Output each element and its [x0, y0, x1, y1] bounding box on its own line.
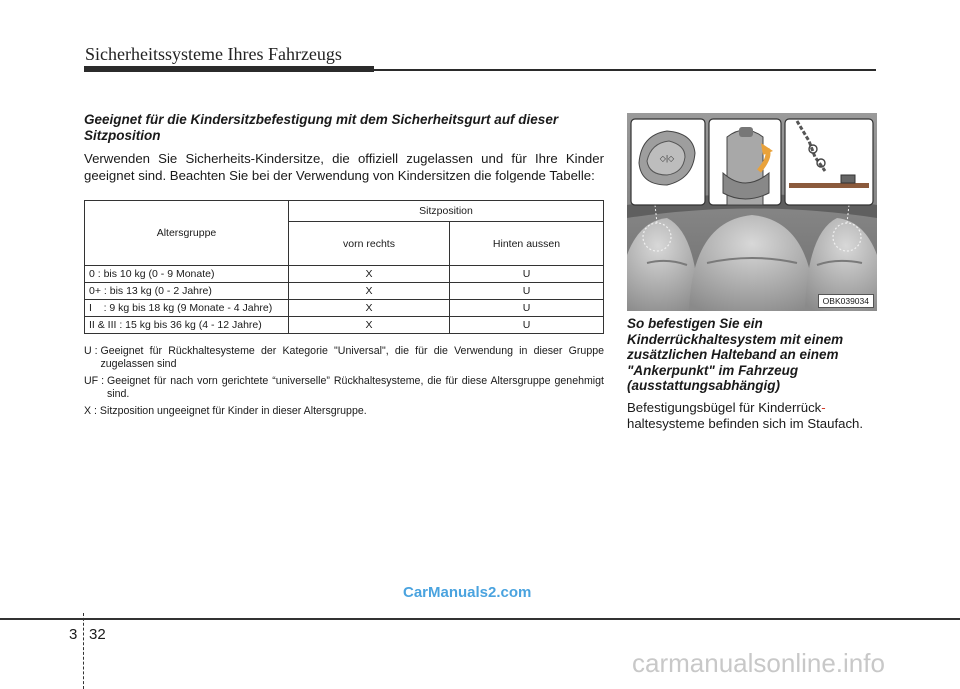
front-cell: X — [289, 300, 450, 317]
site-watermark: carmanualsonline.info — [632, 648, 885, 678]
age-group-header: Altersgruppe — [85, 201, 289, 266]
seat-suitability-table — [84, 200, 604, 334]
age-group-cell: I : 9 kg bis 18 kg (9 Monate - 4 Jahre) — [85, 300, 289, 317]
age-group-cell: 0+ : bis 13 kg (0 - 2 Jahre) — [85, 283, 289, 300]
seat-position-header: Sitzposition — [289, 201, 604, 222]
header-rule — [84, 66, 876, 72]
anchor-figure-drawing — [627, 113, 877, 311]
header-rule-thick — [84, 66, 374, 72]
legend-item — [84, 405, 604, 418]
section-heading: Geeignet für die Kindersitzbefestigung mit dem Sicherheitsgurt auf dieser Sitzposition — [84, 112, 559, 143]
legend-key: X : — [84, 405, 100, 417]
page-number: 32 — [89, 626, 106, 643]
anchor-paragraph — [627, 400, 876, 432]
rear-cell: U — [450, 283, 604, 300]
intro-paragraph: Verwenden Sie Sicherheits-Kindersitze, die offiziell zugelassen und für Ihre Kinder geeignet sind. Beachten Sie bei der Verwendung von Kindersitzen die folgende Tabelle: — [84, 151, 604, 183]
table-legend — [84, 345, 604, 422]
footer-rule — [0, 618, 960, 620]
left-column — [84, 112, 604, 184]
hyphenation-mark: - — [821, 399, 826, 415]
front-cell: X — [289, 317, 450, 334]
anchor-text-part1: Befestigungsbügel für Kinderrück — [627, 399, 822, 415]
anchor-heading: So befestigen Sie ein Kinderrückhaltesystem mit einem zusätzlichen Halteband an einem "Ankerpunkt" im Fahrzeug (ausstattungsabhängig) — [627, 316, 844, 393]
legend-text: Geeignet für Rückhaltesysteme der Kategorie "Universal", die für die Verwendung in dieser Gruppe zugelassen sind — [100, 345, 604, 370]
tether-anchor-illustration — [627, 113, 877, 311]
age-group-cell: 0 : bis 10 kg (0 - 9 Monate) — [85, 266, 289, 283]
front-cell: X — [289, 266, 450, 283]
column-front-right: vorn rechts — [289, 222, 450, 266]
legend-key: U : — [84, 345, 101, 357]
table-row — [85, 266, 604, 283]
header-rule-thin — [374, 69, 876, 71]
chapter-number: 3 — [69, 626, 78, 643]
watermark-link[interactable]: CarManuals2.com — [403, 584, 532, 601]
legend-item — [84, 345, 604, 371]
front-cell: X — [289, 283, 450, 300]
svg-text:◇|◇: ◇|◇ — [659, 154, 675, 163]
right-column — [627, 316, 876, 432]
rear-cell: U — [450, 266, 604, 283]
legend-text: Geeignet für nach vorn gerichtete “universelle” Rückhaltesysteme, die für diese Altersgruppe genehmigt sind. — [106, 375, 604, 400]
age-group-cell: II & III : 15 kg bis 36 kg (4 - 12 Jahre) — [85, 317, 289, 334]
figure-code-label: OBK039034 — [818, 294, 874, 308]
running-header: Sicherheitssysteme Ihres Fahrzeugs — [85, 44, 342, 64]
footer-divider — [83, 613, 84, 689]
table-row — [85, 317, 604, 334]
rear-cell: U — [450, 300, 604, 317]
table-row — [85, 283, 604, 300]
legend-text: Sitzposition ungeeignet für Kinder in dieser Altersgruppe. — [99, 405, 367, 417]
rear-cell: U — [450, 317, 604, 334]
table-row — [85, 300, 604, 317]
anchor-text-part2: haltesysteme befinden sich im Staufach. — [627, 415, 864, 431]
legend-item — [84, 375, 604, 401]
column-rear-outer: Hinten aussen — [450, 222, 604, 266]
legend-key: UF : — [84, 375, 107, 387]
